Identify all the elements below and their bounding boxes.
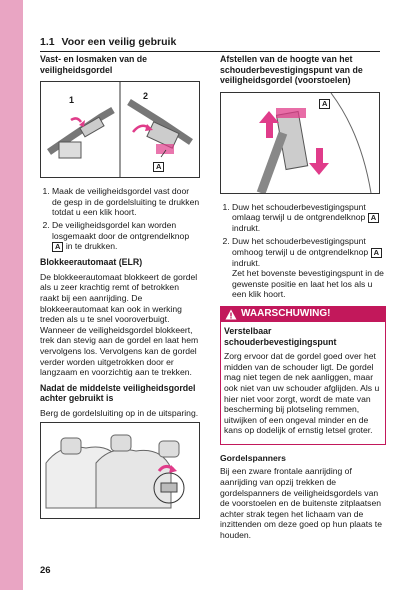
height-step-1	[232, 202, 386, 234]
fasten-step-2	[52, 220, 200, 252]
section-title: Voor een veilig gebruik	[61, 36, 177, 48]
release-button-key: A	[52, 242, 63, 252]
fig1-label-2: 2	[143, 91, 149, 102]
warning-subtitle: Verstelbaar schouderbevestigingspunt	[224, 325, 337, 347]
pretensioner-text: Bij een zware frontale aanrijding of aanrijding van opzij trekken de gordelspanners de veiligheidsgordels van de voorstoelen en de buitenste zitplaatsen achter strak tegen het lichaam van de inzittenden om deze goed op hun plaats te houden.	[220, 466, 382, 541]
fasten-steps	[40, 186, 200, 252]
fig1-label-1: 1	[69, 95, 75, 106]
shoulder-anchor-drawing	[221, 93, 379, 193]
buckle-illustration	[40, 81, 200, 178]
height-step-1-tail: indrukt.	[232, 223, 261, 234]
height-step-2-tail: indrukt.	[232, 257, 261, 268]
fasten-step-2-tail: in te drukken.	[65, 241, 118, 252]
center-belt-heading: Nadat de middelste veiligheidsgordel achter gebruikt is	[40, 382, 196, 404]
rear-seat-illustration	[40, 422, 200, 519]
height-adjust-heading: Afstellen van de hoogte van het schouderbevestigingspunt van de veiligheidsgordel (voorstoelen)	[220, 54, 363, 86]
warning-text: Zorg ervoor dat de gordel goed over het midden van de schouder ligt. De gordel mag niet tegen de nek aanliggen, maar ook niet van uw schouder afglijden. Als u hier niet voor zorgt, wordt de mate van bescherming bij plotseling remmen, uitwijken of een ongeval minder en de kans op dodelijk of ernstig letsel groter.	[224, 351, 380, 436]
fasten-step-1: 1. Maak de veiligheidsgordel vast door de gesp in de gordelsluiting te drukken totdat u een klik hoort.	[52, 186, 200, 218]
elr-text: De blokkeerautomaat blokkeert de gordel als u zeer krachtig remt of betrokken raakt bij een aanrijding. De blokkeerautomaat kan ook in werking treden als u te snel vooroverbuigt. Wanneer de veiligheidsgordel blokkeert, trek dan stevig aan de gordel en laat hem vervolgens los. Vervolgens kan de gordel verder worden uitgetrokken door er langzaam en voorzichtig aan te trekken.	[40, 271, 199, 378]
height-step-2-key: A	[371, 248, 382, 258]
warning-header	[221, 307, 385, 322]
shoulder-anchor-illustration	[220, 92, 380, 194]
buckle-drawing	[41, 82, 199, 177]
height-step-2	[232, 236, 386, 300]
fasten-belt-heading: Vast- en losmaken van de veiligheidsgordel	[40, 54, 148, 75]
height-step-1-key: A	[368, 213, 379, 223]
warning-body	[221, 322, 385, 444]
right-column	[220, 54, 386, 545]
fig1-key-a: A	[153, 162, 164, 172]
fig2-key-a: A	[319, 99, 330, 109]
left-column	[40, 54, 200, 519]
elr-heading: Blokkeerautomaat (ELR)	[40, 257, 143, 268]
height-adjust-steps	[220, 202, 386, 300]
height-step-2-text: Duw het schouderbevestigingspunt omhoog terwijl u de ontgrendelknop	[232, 235, 369, 257]
warning-box	[220, 306, 386, 445]
fasten-step-2-text: De veiligheidsgordel kan worden losgemaakt door de ontgrendelknop	[52, 219, 190, 241]
height-step-note: Zet het bovenste bevestigingspunt in de gewenste positie en laat het los als u een klik hoort.	[232, 268, 384, 300]
pretensioner-heading: Gordelspanners	[220, 452, 286, 463]
warning-triangle-icon	[225, 309, 237, 320]
rear-seat-drawing	[41, 423, 199, 518]
page-number: 26	[40, 565, 51, 576]
section-number: 1.1	[40, 36, 55, 48]
chapter-side-tab	[0, 0, 23, 590]
section-header	[40, 33, 380, 52]
warning-title: WAARSCHUWING!	[241, 308, 331, 320]
center-belt-text: Berg de gordelsluiting op in de uitsparing.	[40, 407, 199, 418]
height-step-1-text: Duw het schouderbevestigingspunt omlaag terwijl u de ontgrendelknop	[232, 201, 366, 223]
